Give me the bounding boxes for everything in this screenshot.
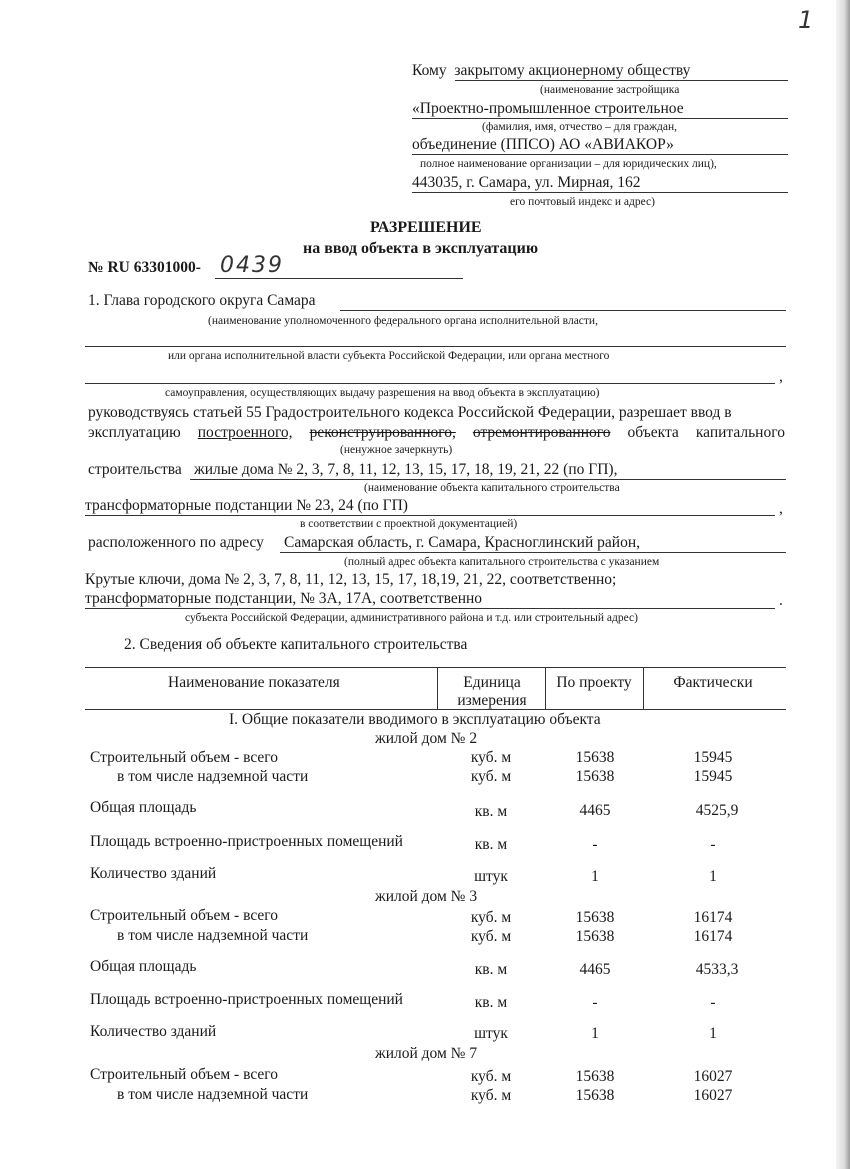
addressee-address: 443035, г. Самара, ул. Мирная, 162 bbox=[412, 174, 641, 191]
addressee-name-1: закрытому акционерному обществу bbox=[454, 62, 691, 79]
row-project: - bbox=[592, 994, 598, 1011]
note-authority-2: или органа исполнительной власти субъекта Российской Федерации, или органа местного bbox=[168, 350, 610, 362]
field-line bbox=[412, 154, 788, 155]
row-project: 15638 bbox=[575, 928, 615, 945]
row-project: 4465 bbox=[579, 961, 611, 978]
substations-value: трансформаторные подстанции № 23, 24 (по ГП) bbox=[85, 497, 408, 514]
table-column-divider bbox=[643, 667, 644, 709]
row-unit: кв. м bbox=[474, 836, 508, 853]
row-unit: кв. м bbox=[474, 803, 508, 820]
table-top-line bbox=[85, 667, 786, 668]
address-value: Самарская область, г. Самара, Красноглинский район, bbox=[284, 534, 640, 551]
row-unit: штук bbox=[474, 868, 508, 885]
row-unit: куб. м bbox=[470, 909, 512, 926]
row-name: Строительный объем - всего bbox=[90, 749, 278, 766]
row-project: 15638 bbox=[575, 1087, 615, 1104]
field-line bbox=[340, 310, 786, 311]
note-postal: его почтовый индекс и адрес) bbox=[510, 196, 655, 208]
text-capital: капитального bbox=[695, 424, 785, 441]
field-line bbox=[190, 479, 786, 480]
text-repaired: отремонтированного bbox=[472, 424, 611, 441]
row-name: в том числе надземной части bbox=[117, 768, 309, 785]
row-name: Общая площадь bbox=[90, 958, 197, 975]
row-unit: куб. м bbox=[470, 928, 512, 945]
row-unit: кв. м bbox=[474, 994, 508, 1011]
note-developer: (наименование застройщика bbox=[540, 84, 680, 96]
column-header-name: Наименование показателя bbox=[168, 674, 340, 691]
row-project: 1 bbox=[591, 868, 599, 885]
row-actual: 4525,9 bbox=[695, 802, 739, 819]
document-title: РАЗРЕШЕНИЕ bbox=[370, 219, 482, 236]
group-title: I. Общие показатели вводимого в эксплуатацию объекта bbox=[229, 711, 601, 728]
row-actual: 1 bbox=[709, 1025, 717, 1042]
row-project: 15638 bbox=[575, 1068, 615, 1085]
section2-heading: 2. Сведения об объекте капитального строительства bbox=[124, 636, 468, 653]
row-unit: куб. м bbox=[470, 1087, 512, 1104]
row-actual: 15945 bbox=[693, 768, 733, 785]
text-reconstructed: реконструированного, bbox=[309, 424, 456, 441]
row-name: Площадь встроенно-пристроенных помещений bbox=[90, 833, 403, 850]
addressee-name-3: объединение (ППСО) АО «АВИАКОР» bbox=[412, 136, 674, 153]
row-name: в том числе надземной части bbox=[117, 1086, 309, 1103]
text-object: объекта bbox=[627, 424, 679, 441]
row-unit: куб. м bbox=[470, 768, 512, 785]
page-number: 1 bbox=[798, 6, 816, 34]
permit-number-handwritten: 0439 bbox=[220, 253, 284, 278]
comma: , bbox=[779, 368, 783, 385]
note-strike: (ненужное зачеркнуть) bbox=[340, 444, 453, 456]
row-actual: 15945 bbox=[693, 749, 733, 766]
construction-label: строительства bbox=[88, 461, 182, 478]
address-line-2: Крутые ключи, дома № 2, 3, 7, 8, 11, 12, 13, 15, 17, 18,19, 21, 22, соответственно; bbox=[85, 571, 617, 588]
addressee-name-2: «Проектно-промышленное строительное bbox=[412, 100, 684, 117]
note-object: (наименование объекта капитального строительства bbox=[364, 482, 620, 494]
note-fio: (фамилия, имя, отчество – для граждан, bbox=[482, 121, 678, 133]
row-project: 15638 bbox=[575, 749, 615, 766]
row-name: в том числе надземной части bbox=[117, 927, 309, 944]
field-line bbox=[85, 346, 786, 347]
row-unit: куб. м bbox=[470, 749, 512, 766]
row-name: Количество зданий bbox=[90, 865, 217, 882]
row-actual: - bbox=[710, 994, 716, 1011]
comma: , bbox=[779, 500, 783, 517]
note-subject: субъекта Российской Федерации, административного района и т.д. или строительный адрес) bbox=[185, 612, 638, 624]
section1-lead: 1. Глава городского округа Самара bbox=[88, 292, 316, 309]
row-name: Площадь встроенно-пристроенных помещений bbox=[90, 991, 403, 1008]
column-header-unit: Единица bbox=[463, 674, 521, 691]
house-title: жилой дом № 2 bbox=[375, 730, 478, 747]
field-line bbox=[215, 278, 463, 279]
note-authority: (наименование уполномоченного федерального органа исполнительной власти, bbox=[208, 315, 598, 327]
text-built: построенного, bbox=[197, 424, 293, 441]
row-project: 15638 bbox=[575, 909, 615, 926]
field-line bbox=[455, 80, 788, 81]
row-actual: 16174 bbox=[693, 909, 733, 926]
row-unit: куб. м bbox=[470, 1068, 512, 1085]
row-actual: 16027 bbox=[693, 1068, 733, 1085]
row-actual: 16027 bbox=[693, 1087, 733, 1104]
addressee-komu: Кому закрытому акционерному обществу bbox=[412, 62, 691, 79]
row-project: 4465 bbox=[579, 802, 611, 819]
dot: . bbox=[779, 592, 783, 609]
row-unit: штук bbox=[474, 1025, 508, 1042]
table-column-divider bbox=[437, 667, 438, 709]
address-label: расположенного по адресу bbox=[88, 534, 264, 551]
row-project: 1 bbox=[591, 1025, 599, 1042]
row-actual: 16174 bbox=[693, 928, 733, 945]
row-name: Строительный объем - всего bbox=[90, 907, 278, 924]
row-actual: 1 bbox=[709, 868, 717, 885]
field-line bbox=[85, 608, 775, 609]
section1-body-2 bbox=[88, 424, 785, 442]
note-project-docs: в соответствии с проектной документацией) bbox=[300, 518, 518, 530]
note-address: (полный адрес объекта капитального строительства с указанием bbox=[344, 556, 660, 568]
field-line bbox=[412, 118, 788, 119]
section1-body-1: руководствуясь статьей 55 Градостроительного кодекса Российской Федерации, разрешает ввод в bbox=[88, 404, 732, 421]
column-header-project: По проекту bbox=[556, 674, 632, 691]
house-title: жилой дом № 3 bbox=[375, 888, 478, 905]
document-subtitle: на ввод объекта в эксплуатацию bbox=[303, 240, 539, 257]
note-org: полное наименование организации – для юридических лиц), bbox=[420, 158, 717, 170]
row-name: Строительный объем - всего bbox=[90, 1066, 278, 1083]
field-line bbox=[412, 192, 788, 193]
table-header-line bbox=[85, 709, 786, 710]
field-line bbox=[280, 552, 786, 553]
row-actual: 4533,3 bbox=[695, 961, 739, 978]
field-line bbox=[85, 383, 775, 384]
row-project: - bbox=[592, 836, 598, 853]
permit-number-prefix: № RU 63301000- bbox=[88, 259, 201, 276]
row-project: 15638 bbox=[575, 768, 615, 785]
text-exploitation: эксплуатацию bbox=[88, 424, 181, 441]
field-line bbox=[85, 515, 775, 516]
row-actual: - bbox=[710, 836, 716, 853]
house-title: жилой дом № 7 bbox=[375, 1045, 478, 1062]
row-name: Количество зданий bbox=[90, 1023, 217, 1040]
column-header-unit-2: измерения bbox=[457, 692, 527, 709]
construction-value: жилые дома № 2, 3, 7, 8, 11, 12, 13, 15, 17, 18, 19, 21, 22 (по ГП), bbox=[194, 461, 618, 478]
page-edge-shadow bbox=[836, 0, 850, 1169]
row-unit: кв. м bbox=[474, 961, 508, 978]
column-header-actual: Фактически bbox=[673, 674, 753, 691]
row-name: Общая площадь bbox=[90, 799, 197, 816]
note-authority-3: самоуправления, осуществляющих выдачу разрешения на ввод объекта в эксплуатацию) bbox=[165, 387, 600, 399]
address-line-3: трансформаторные подстанции, № 3А, 17А, соответственно bbox=[85, 590, 483, 607]
